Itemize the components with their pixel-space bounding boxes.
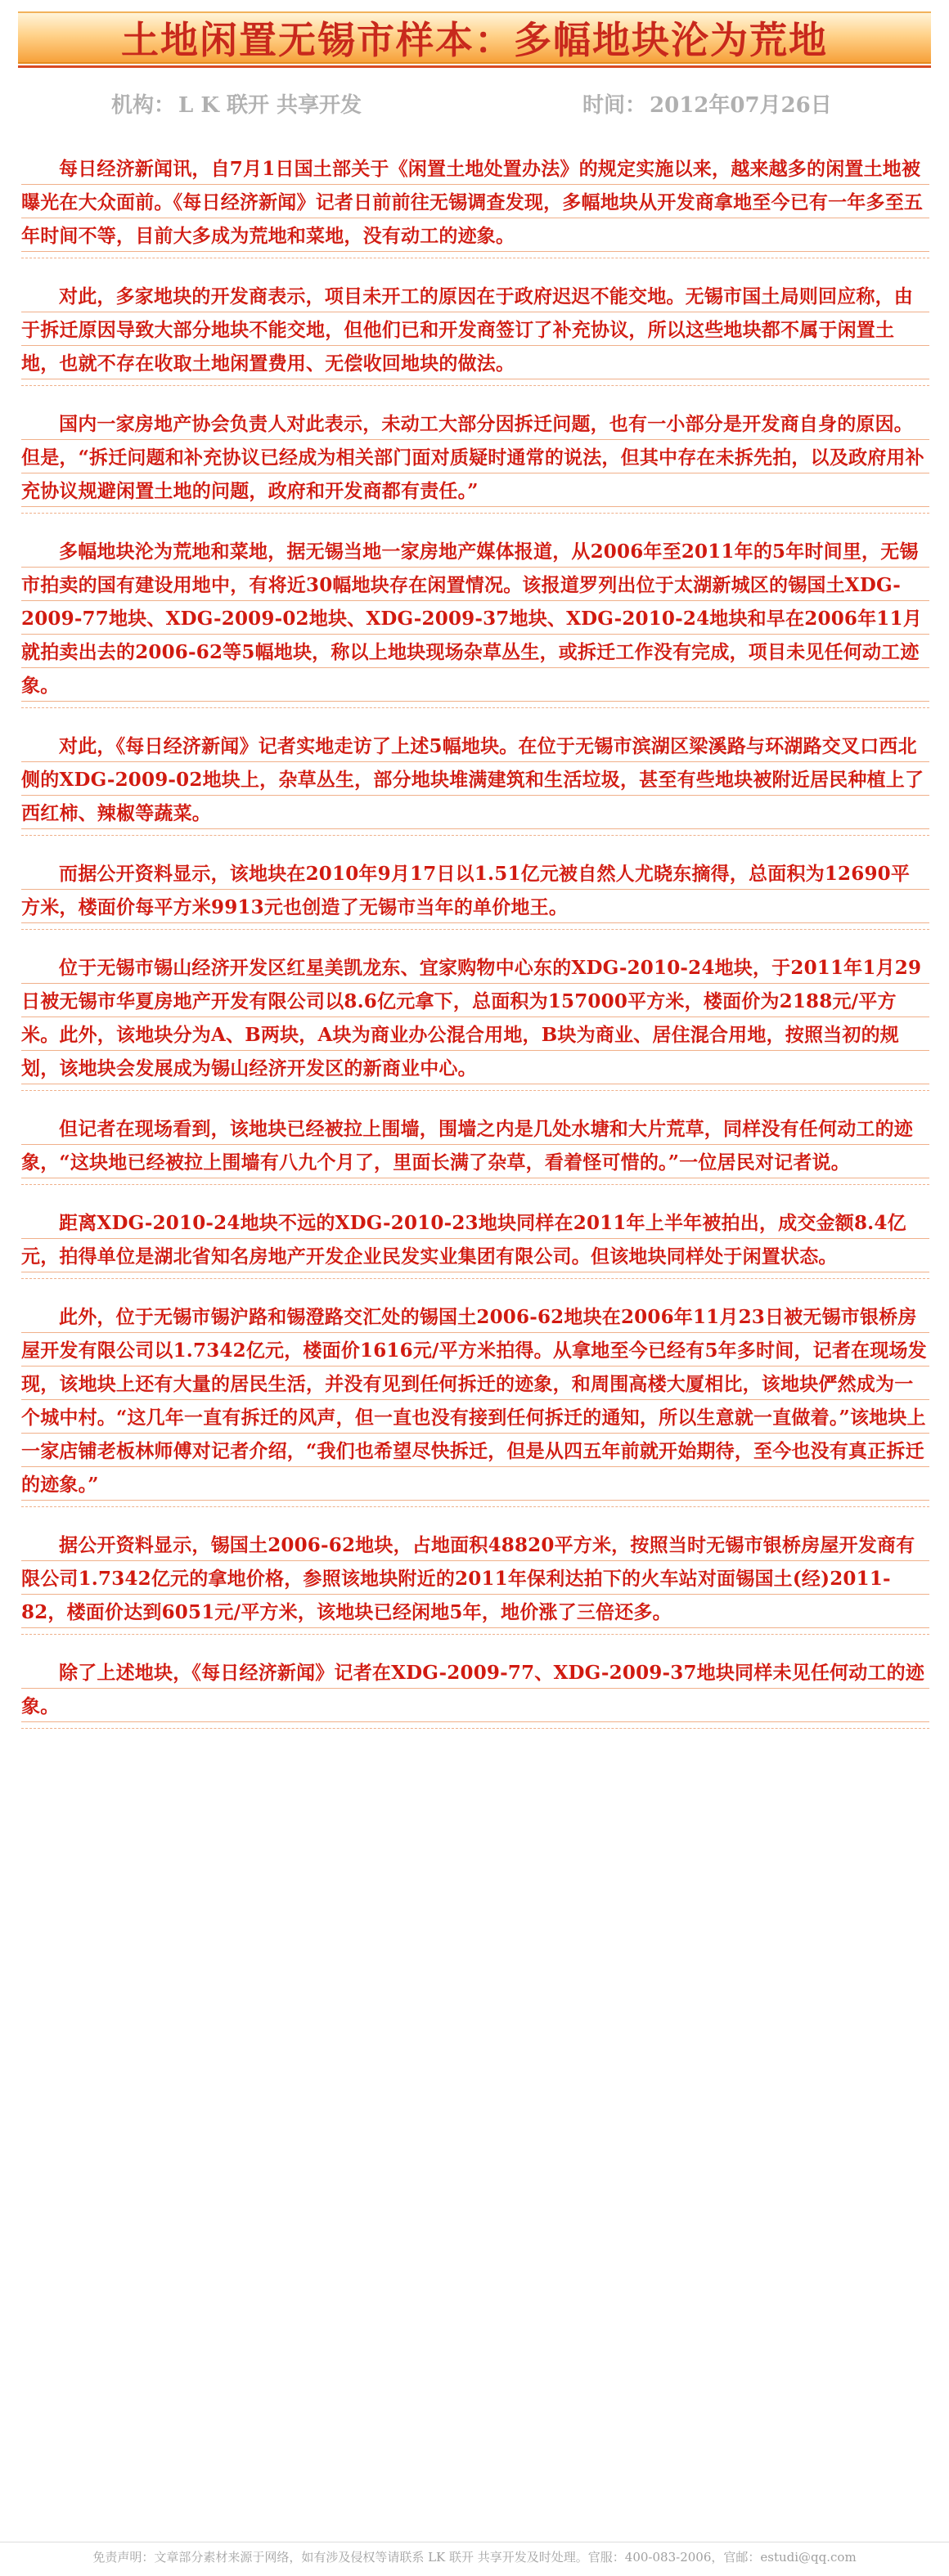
article-paragraph: 而据公开资料显示，该地块在2010年9月17日以1.51亿元被自然人尤晓东摘得，总面积为12690平方米，楼面价每平方米9913元也创造了无锡市当年的单价地王。: [21, 857, 929, 930]
article-paragraph: 国内一家房地产协会负责人对此表示，未动工大部分因拆迁问题，也有一小部分是开发商自身的原因。但是，“拆迁问题和补充协议已经成为相关部门面对质疑时通常的说法，但其中存在未拆先拍，以及政府用补充协议规避闲置土地的问题，政府和开发商都有责任。”: [21, 407, 929, 514]
article-paragraph: 对此，多家地块的开发商表示，项目未开工的原因在于政府迟迟不能交地。无锡市国土局则回应称，由于拆迁原因导致大部分地块不能交地，但他们已和开发商签订了补充协议，所以这些地块都不属于闲置土地，也就不存在收取土地闲置费用、无偿收回地块的做法。: [21, 280, 929, 386]
page-title: 土地闲置无锡市样本：多幅地块沦为荒地: [121, 18, 828, 62]
article-paragraph: 但记者在现场看到，该地块已经被拉上围墙，围墙之内是几处水塘和大片荒草，同样没有任何动工的迹象，“这块地已经被拉上围墙有八九个月了，里面长满了杂草，看着怪可惜的。”一位居民对记者说。: [21, 1112, 929, 1185]
source-value: L K 联开 共享开发: [178, 93, 362, 118]
article-paragraph: 此外，位于无锡市锡沪路和锡澄路交汇处的锡国土2006-62地块在2006年11月23日被无锡市银桥房屋开发有限公司以1.7342亿元，楼面价1616元/平方米拍得。从拿地至今已经有5年多时间，记者在现场发现，该地块上还有大量的居民生活，并没有见到任何拆迁的迹象，和周围高楼大厦相比，该地块俨然成为一个城中村。“这几年一直有拆迁的风声，但一直也没有接到任何拆迁的通知，所以生意就一直做着。”该地块上一家店铺老板林师傅对记者介绍，“我们也希望尽快拆迁，但是从四五年前就开始期待，至今也没有真正拆迁的迹象。”: [21, 1300, 929, 1507]
date-label: 时间：: [582, 93, 647, 118]
article-paragraph: 对此，《每日经济新闻》记者实地走访了上述5幅地块。在位于无锡市滨湖区梁溪路与环湖路交叉口西北侧的XDG-2009-02地块上，杂草丛生，部分地块堆满建筑和生活垃圾，甚至有些地块被附近居民种植上了西红柿、辣椒等蔬菜。: [21, 729, 929, 836]
meta-source: [111, 88, 362, 121]
article-paragraph: 每日经济新闻讯，自7月1日国土部关于《闲置土地处置办法》的规定实施以来，越来越多的闲置土地被曝光在大众面前。《每日经济新闻》记者日前前往无锡调查发现，多幅地块从开发商拿地至今已有一年多至五年时间不等，目前大多成为荒地和菜地，没有动工的迹象。: [21, 152, 929, 258]
header-divider: [18, 65, 931, 68]
date-value: 2012年07月26日: [650, 93, 832, 118]
source-label: 机构：: [111, 93, 176, 118]
article-paragraph: 位于无锡市锡山经济开发区红星美凯龙东、宜家购物中心东的XDG-2010-24地块，于2011年1月29日被无锡市华夏房地产开发有限公司以8.6亿元拿下，总面积为157000平方米，楼面价为2188元/平方米。此外，该地块分为A、B两块，A块为商业办公混合用地，B块为商业、居住混合用地，按照当初的规划，该地块会发展成为锡山经济开发区的新商业中心。: [21, 951, 929, 1091]
article-paragraph: 距离XDG-2010-24地块不远的XDG-2010-23地块同样在2011年上半年被拍出，成交金额8.4亿元，拍得单位是湖北省知名房地产开发企业民发实业集团有限公司。但该地块同样处于闲置状态。: [21, 1206, 929, 1279]
article-paragraph: 除了上述地块，《每日经济新闻》记者在XDG-2009-77、XDG-2009-37地块同样未见任何动工的迹象。: [21, 1656, 929, 1729]
article-body: [21, 152, 929, 1750]
meta-date: [582, 88, 832, 121]
footer-disclaimer: 免责声明：文章部分素材来源于网络，如有涉及侵权等请联系 LK 联开 共享开发及时处理。官服：400-083-2006，官邮：estudi@qq.com: [92, 2550, 857, 2565]
article-paragraph: 多幅地块沦为荒地和菜地，据无锡当地一家房地产媒体报道，从2006年至2011年的5年时间里，无锡市拍卖的国有建设用地中，有将近30幅地块存在闲置情况。该报道罗列出位于太湖新城区的锡国土XDG-2009-77地块、XDG-2009-02地块、XDG-2009-37地块、XDG-2010-24地块和早在2006年11月就拍卖出去的2006-62等5幅地块，称以上地块现场杂草丛生，或拆迁工作没有完成，项目未见任何动工迹象。: [21, 535, 929, 708]
article-paragraph: 据公开资料显示，锡国土2006-62地块，占地面积48820平方米，按照当时无锡市银桥房屋开发商有限公司1.7342亿元的拿地价格，参照该地块附近的2011年保利达拍下的火车站对面锡国土(经)2011-82，楼面价达到6051元/平方米，该地块已经闲地5年，地价涨了三倍还多。: [21, 1528, 929, 1635]
page-header: [18, 11, 931, 64]
